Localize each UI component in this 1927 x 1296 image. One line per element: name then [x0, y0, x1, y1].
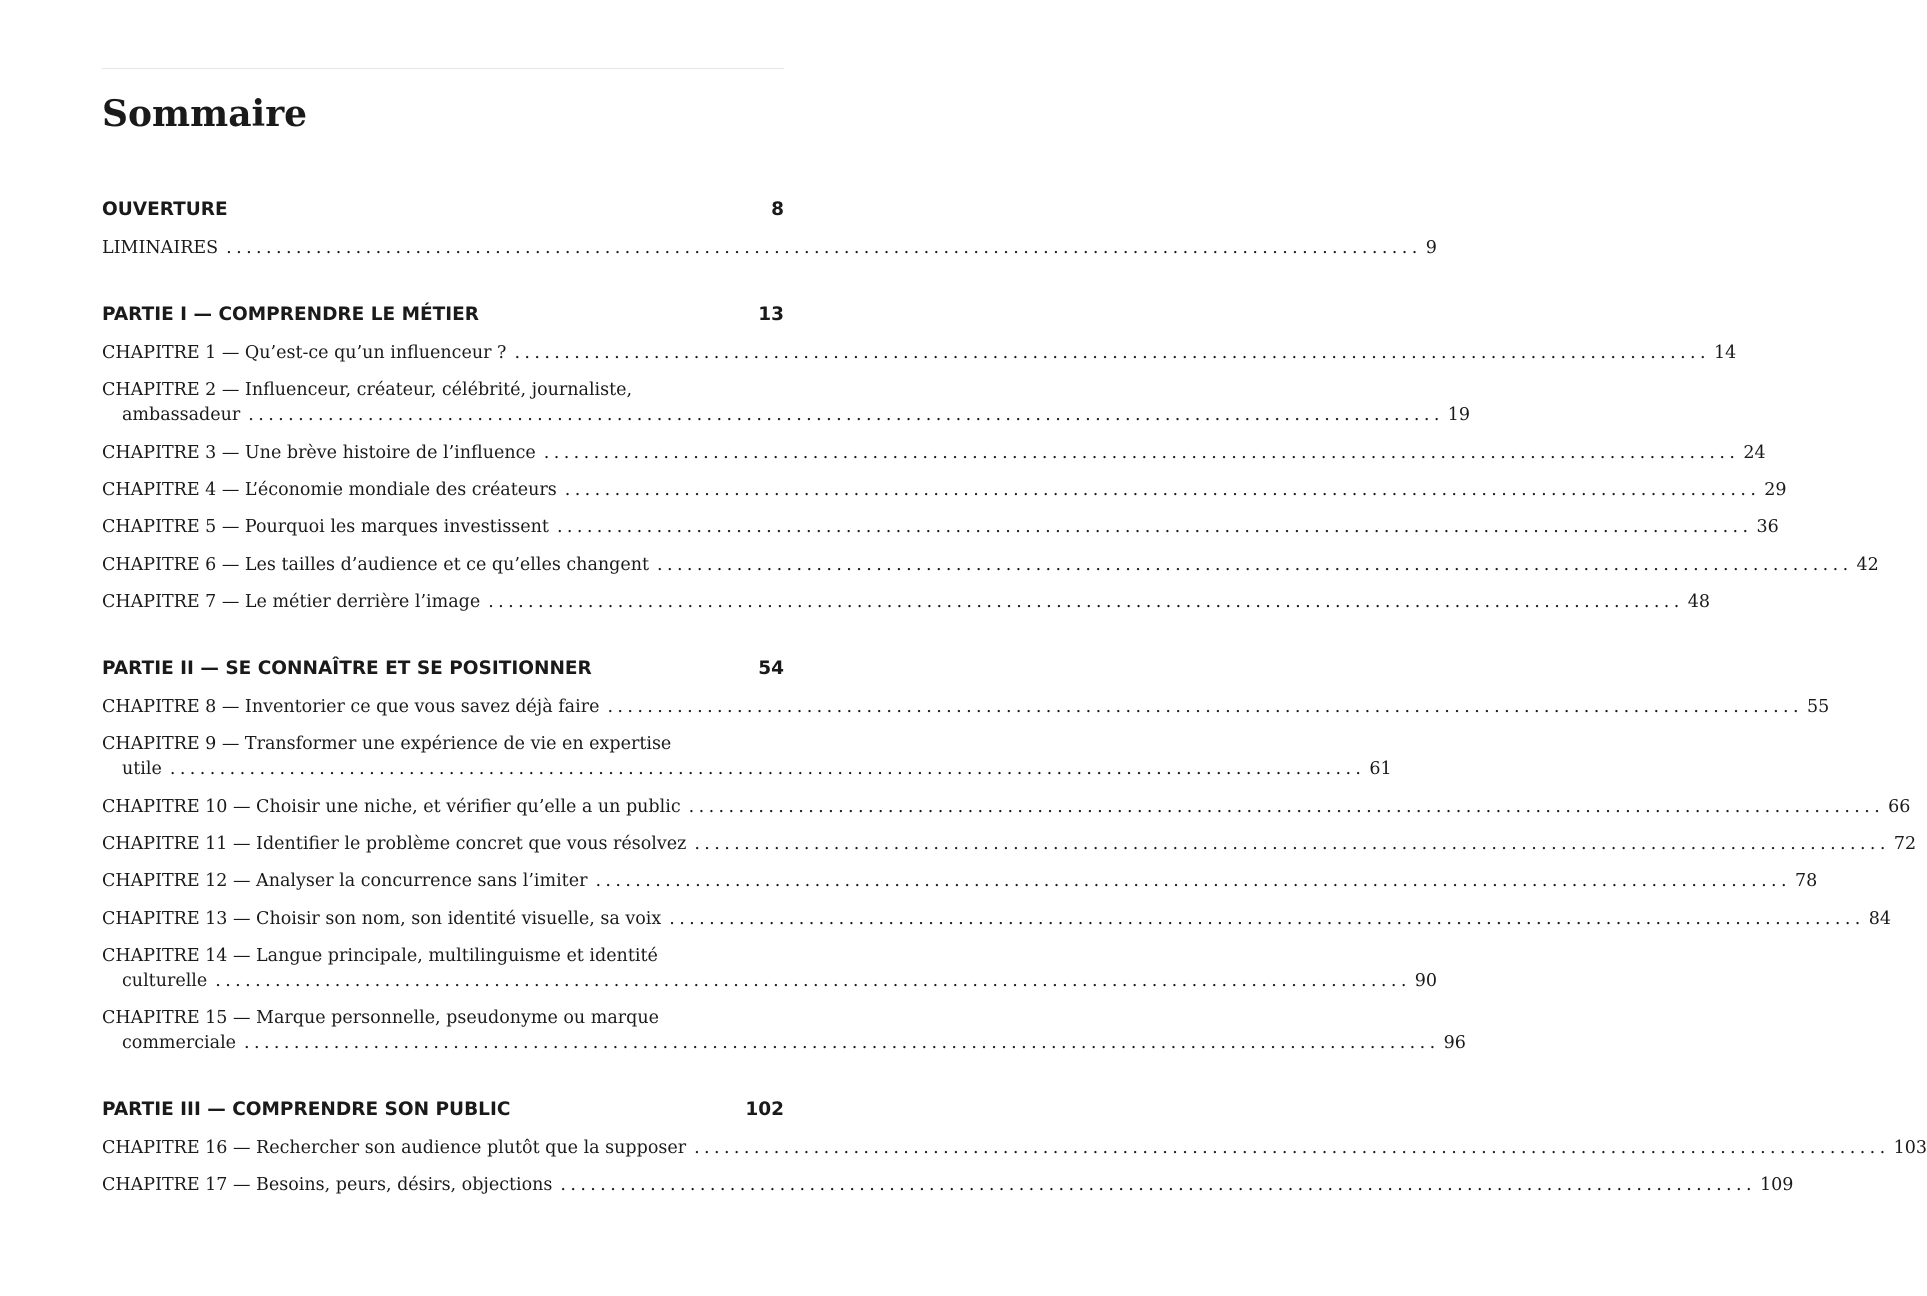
entry-title: ambassadeur: [122, 405, 241, 426]
entry-page-number: 78: [1794, 871, 1818, 892]
entry-line: [102, 944, 784, 969]
entry-line: [102, 969, 1438, 994]
entry-page-number: 96: [1443, 1033, 1466, 1054]
dot-leader: ........................................................................................................................: [595, 871, 1791, 892]
toc-entry[interactable]: [102, 378, 1471, 428]
dot-leader: ........................................................................................................................: [514, 343, 1710, 363]
dot-leader: ........................................................................................................................: [560, 1175, 1756, 1196]
entry-title: CHAPITRE 14 — Langue principale, multilinguisme et identité: [102, 945, 658, 966]
entry-line: [102, 1136, 1927, 1161]
part-heading[interactable]: [102, 1096, 784, 1124]
toc-entry[interactable]: [102, 236, 1437, 261]
toc-entry[interactable]: [102, 695, 1830, 720]
dot-leader: ........................................................................................................................: [694, 1138, 1890, 1158]
toc-entry[interactable]: [102, 795, 1911, 820]
part-page-number: 102: [745, 1099, 784, 1120]
part-page-number: 8: [771, 199, 784, 220]
entry-title: CHAPITRE 8 — Inventorier ce que vous savez déjà faire: [102, 697, 600, 717]
dot-leader: ........................................................................................................................: [215, 970, 1411, 991]
part-title: PARTIE III — COMPRENDRE SON PUBLIC: [102, 1099, 511, 1120]
entry-title: CHAPITRE 13 — Choisir son nom, son identité visuelle, sa voix: [102, 908, 662, 929]
part-title: OUVERTURE: [102, 199, 228, 220]
part-title: PARTIE I — COMPRENDRE LE MÉTIER: [102, 304, 480, 325]
dot-leader: ........................................................................................................................: [488, 591, 1684, 612]
part-heading[interactable]: [102, 196, 784, 224]
entry-title: CHAPITRE 12 — Analyser la concurrence sans l’imiter: [102, 871, 588, 892]
dot-leader: ........................................................................................................................: [244, 1033, 1440, 1054]
toc-entry[interactable]: [102, 732, 1392, 782]
dot-leader: ........................................................................................................................: [688, 796, 1885, 817]
entry-line: [102, 795, 1911, 820]
entry-title: CHAPITRE 16 — Rechercher son audience plutôt que la supposer: [102, 1138, 687, 1158]
toc-entry[interactable]: [102, 832, 1917, 857]
entry-page-number: 84: [1868, 908, 1892, 929]
entry-page-number: 48: [1687, 591, 1711, 612]
entry-page-number: 29: [1764, 479, 1787, 500]
entry-title: CHAPITRE 5 — Pourquoi les marques investissent: [102, 517, 549, 538]
entry-line: [102, 553, 1879, 578]
toc-entry[interactable]: [102, 869, 1818, 894]
toc-entry[interactable]: [102, 1136, 1927, 1161]
entry-title: CHAPITRE 9 — Transformer une expérience de vie en expertise: [102, 734, 672, 755]
entry-page-number: 42: [1856, 554, 1879, 575]
entry-title: CHAPITRE 1 — Qu’est-ce qu’un influenceur ?: [102, 343, 507, 363]
dot-leader: ........................................................................................................................: [694, 833, 1890, 854]
dot-leader: ........................................................................................................................: [543, 442, 1740, 463]
entry-line: [102, 757, 1392, 782]
dot-leader: ........................................................................................................................: [669, 908, 1865, 929]
dot-leader: ........................................................................................................................: [657, 554, 1853, 575]
entry-page-number: 61: [1369, 759, 1392, 780]
dot-leader: ........................................................................................................................: [226, 238, 1422, 258]
entry-title: CHAPITRE 3 — Une brève histoire de l’influence: [102, 442, 536, 463]
entry-line: [102, 478, 1787, 503]
entry-page-number: 19: [1447, 405, 1471, 426]
toc-entry[interactable]: [102, 907, 1892, 932]
entry-page-number: 72: [1893, 833, 1917, 854]
entry-line: [102, 341, 1737, 366]
entry-title: CHAPITRE 7 — Le métier derrière l’image: [102, 591, 481, 612]
entry-line: [102, 1173, 1794, 1198]
page-title: Sommaire: [102, 93, 308, 135]
entry-title: CHAPITRE 15 — Marque personnelle, pseudonyme ou marque: [102, 1008, 659, 1029]
toc-entry[interactable]: [102, 553, 1879, 578]
entry-line: [102, 590, 1711, 615]
entry-title: LIMINAIRES: [102, 238, 219, 258]
entry-line: [102, 869, 1818, 894]
entry-line: [102, 236, 1437, 261]
entry-page-number: 36: [1756, 517, 1779, 538]
entry-title: CHAPITRE 2 — Influenceur, créateur, célébrité, journaliste,: [102, 380, 633, 401]
part-page-number: 13: [758, 304, 784, 325]
entry-title: CHAPITRE 6 — Les tailles d’audience et ce qu’elles changent: [102, 554, 650, 575]
entry-title: CHAPITRE 11 — Identifier le problème concret que vous résolvez: [102, 833, 687, 854]
entry-title: CHAPITRE 17 — Besoins, peurs, désirs, objections: [102, 1175, 553, 1196]
entry-line: [102, 378, 784, 403]
top-rule: [102, 68, 784, 69]
entry-page-number: 66: [1888, 796, 1911, 817]
entry-line: [102, 1006, 784, 1031]
entry-title: CHAPITRE 4 — L’économie mondiale des créateurs: [102, 479, 557, 500]
dot-leader: ........................................................................................................................: [564, 479, 1761, 500]
entry-title: CHAPITRE 10 — Choisir une niche, et vérifier qu’elle a un public: [102, 796, 681, 817]
entry-page-number: 9: [1425, 238, 1437, 258]
toc-entry[interactable]: [102, 1006, 1466, 1056]
toc-entry[interactable]: [102, 590, 1711, 615]
entry-title: culturelle: [122, 970, 208, 991]
part-heading[interactable]: [102, 655, 784, 683]
entry-title: utile: [122, 759, 162, 780]
entry-line: [102, 832, 1917, 857]
toc-entry[interactable]: [102, 341, 1737, 366]
toc-entry[interactable]: [102, 944, 1438, 994]
entry-page-number: 109: [1759, 1175, 1794, 1196]
entry-page-number: 55: [1806, 697, 1830, 717]
entry-page-number: 90: [1414, 970, 1438, 991]
entry-line: [102, 695, 1830, 720]
part-heading[interactable]: [102, 301, 784, 329]
entry-page-number: 14: [1713, 343, 1737, 363]
part-page-number: 54: [758, 658, 784, 679]
dot-leader: ........................................................................................................................: [248, 405, 1444, 426]
entry-line: [102, 515, 1779, 540]
dot-leader: ........................................................................................................................: [169, 759, 1366, 780]
entry-line: [102, 441, 1766, 466]
entry-line: [102, 732, 784, 757]
toc-entry[interactable]: [102, 441, 1766, 466]
entry-page-number: 103: [1893, 1138, 1927, 1158]
entry-line: [102, 907, 1892, 932]
toc-entry[interactable]: [102, 1173, 1794, 1198]
dot-leader: ........................................................................................................................: [556, 517, 1753, 538]
part-title: PARTIE II — SE CONNAÎTRE ET SE POSITIONNER: [102, 658, 592, 679]
entry-title: commerciale: [122, 1033, 237, 1054]
toc-entry[interactable]: [102, 478, 1787, 503]
entry-page-number: 24: [1743, 442, 1766, 463]
entry-line: [102, 403, 1471, 428]
entry-line: [102, 1031, 1466, 1056]
dot-leader: ........................................................................................................................: [607, 697, 1803, 717]
toc-entry[interactable]: [102, 515, 1779, 540]
